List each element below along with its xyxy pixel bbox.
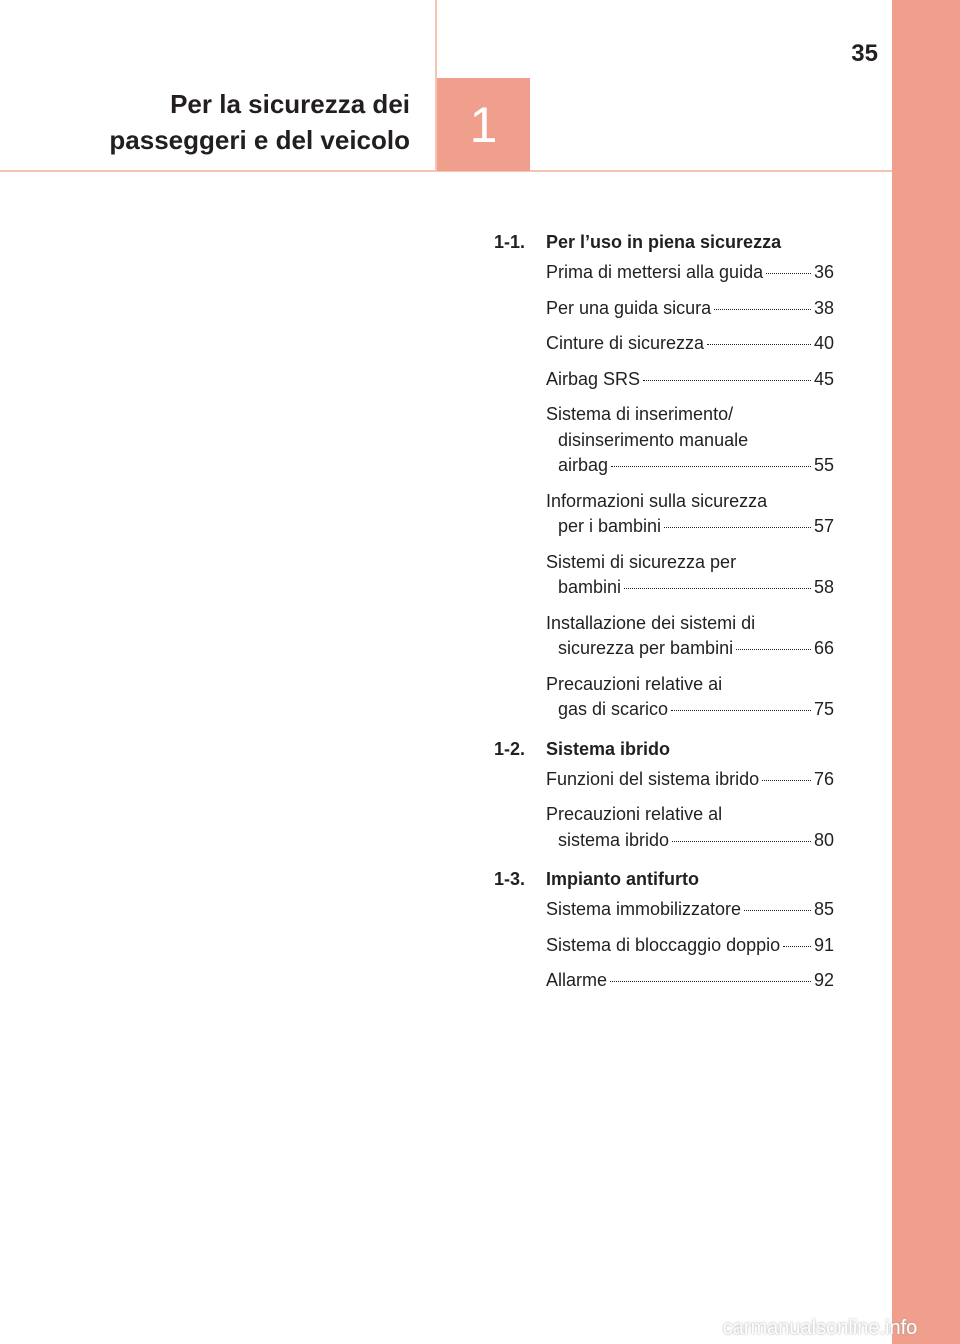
chapter-number: 1	[469, 96, 498, 153]
chapter-title-line: Per la sicurezza dei	[170, 89, 410, 119]
toc-entry-page: 57	[813, 516, 834, 536]
toc-entry-page: 66	[813, 638, 834, 658]
toc-entry-line	[546, 296, 834, 322]
toc-entry-text: Per una guida sicura	[546, 297, 712, 318]
toc-section-number: 1-2.	[494, 738, 526, 759]
toc-entry[interactable]	[546, 966, 834, 996]
chapter-title	[10, 86, 410, 158]
toc-entry-text: disinserimento manuale	[558, 429, 749, 450]
toc-entry[interactable]	[546, 800, 834, 855]
dot-leader	[762, 780, 811, 781]
toc-entry[interactable]	[546, 258, 834, 288]
toc-entry-line	[546, 331, 834, 357]
toc-entry-page: 55	[813, 455, 834, 475]
toc-entry-line	[546, 933, 834, 959]
dot-leader	[744, 910, 811, 911]
dot-leader	[610, 981, 811, 982]
toc-entry-line	[546, 367, 834, 393]
toc-entry[interactable]	[546, 548, 834, 603]
toc-entry-line	[546, 968, 834, 994]
toc-entry[interactable]	[546, 365, 834, 395]
toc-entry-line	[546, 402, 834, 428]
toc-entry-line	[546, 672, 834, 698]
toc-section-number: 1-1.	[494, 232, 526, 252]
toc-entry-page: 40	[813, 333, 834, 353]
toc-entry-text: Cinture di sicurezza	[546, 333, 705, 353]
toc-entry-line	[546, 828, 834, 854]
toc-section-heading	[494, 863, 834, 895]
toc-entry-text: Airbag SRS	[546, 368, 641, 389]
toc-section	[494, 733, 834, 856]
chapter-title-line: passeggeri e del veicolo	[109, 125, 410, 155]
toc-section-title: Impianto antifurto	[546, 869, 699, 889]
dot-leader	[624, 588, 811, 589]
dot-leader	[707, 344, 811, 345]
toc-entry-text: Allarme	[546, 970, 608, 990]
dot-leader	[783, 946, 811, 947]
toc-entry-line	[546, 514, 834, 540]
toc-entry-page: 75	[813, 699, 834, 719]
toc-section	[494, 863, 834, 996]
toc-entry-page: 36	[813, 262, 834, 282]
toc-entry-text: Sistema di inserimento/	[546, 404, 734, 424]
toc-entry-line	[546, 897, 834, 923]
toc-entry-line	[546, 489, 834, 515]
toc-entry[interactable]	[546, 765, 834, 795]
dot-leader	[736, 649, 811, 650]
chapter-side-tab	[892, 0, 960, 1344]
toc-entry[interactable]	[546, 329, 834, 359]
dot-leader	[643, 380, 811, 381]
toc-entry-line	[546, 611, 834, 637]
toc-entry-line	[546, 453, 834, 479]
toc-entry-text: Sistema di bloccaggio doppio	[546, 934, 781, 955]
page-number: 35	[851, 40, 878, 67]
toc-entry[interactable]	[546, 400, 834, 481]
toc-entry-page: 58	[813, 577, 834, 597]
toc-entry-text: Prima di mettersi alla guida	[546, 262, 764, 282]
toc-entry-line	[546, 550, 834, 576]
toc-entry-page: 38	[813, 297, 834, 318]
toc-entry-text: sistema ibrido	[558, 829, 670, 850]
toc-entry-text: sicurezza per bambini	[558, 638, 734, 658]
toc-entry-line	[546, 802, 834, 828]
toc-entry-page: 91	[813, 934, 834, 955]
toc-entry-text: Sistema immobilizzatore	[546, 899, 742, 919]
toc-entry-line	[546, 428, 834, 454]
toc-entry-text: Informazioni sulla sicurezza	[546, 490, 768, 511]
toc-section-heading	[494, 733, 834, 765]
toc-entry-line	[546, 767, 834, 793]
dot-leader	[611, 466, 811, 467]
toc-entry-text: Precauzioni relative ai	[546, 673, 723, 694]
watermark: carmanualsonline.info	[722, 1316, 918, 1339]
toc-entry[interactable]	[546, 487, 834, 542]
dot-leader	[714, 309, 811, 310]
toc-entry-text: bambini	[558, 577, 622, 597]
toc-entry-line	[546, 697, 834, 723]
toc-section-heading	[494, 226, 834, 258]
dot-leader	[671, 710, 811, 711]
toc-entry-text: airbag	[558, 455, 609, 475]
dot-leader	[766, 273, 811, 274]
toc-entry[interactable]	[546, 609, 834, 664]
toc-entry-page: 80	[813, 829, 834, 850]
toc-entry-text: gas di scarico	[558, 699, 669, 719]
toc-entry[interactable]	[546, 294, 834, 324]
toc-entry-text: Installazione dei sistemi di	[546, 612, 756, 633]
toc-entry-page: 92	[813, 970, 834, 990]
toc-entry-line	[546, 575, 834, 601]
toc-entry-page: 45	[813, 368, 834, 389]
toc-section-title: Per l’uso in piena sicurezza	[546, 232, 782, 252]
toc-entry-line	[546, 636, 834, 662]
dot-leader	[664, 527, 811, 528]
toc-section	[494, 226, 834, 725]
toc-section-title: Sistema ibrido	[546, 738, 671, 759]
dot-leader	[672, 841, 811, 842]
toc-entry[interactable]	[546, 670, 834, 725]
toc-entry-page: 85	[813, 899, 834, 919]
toc-entry-text: Precauzioni relative al	[546, 804, 723, 824]
toc-entry-page: 76	[813, 768, 834, 789]
toc-entry-line	[546, 260, 834, 286]
toc-entry[interactable]	[546, 895, 834, 925]
table-of-contents	[494, 226, 834, 1004]
toc-entry-text: Sistemi di sicurezza per	[546, 551, 737, 572]
chapter-number-box	[437, 78, 530, 171]
toc-entry-text: per i bambini	[558, 516, 662, 536]
toc-entry-text: Funzioni del sistema ibrido	[546, 768, 760, 789]
toc-entry[interactable]	[546, 931, 834, 961]
toc-section-number: 1-3.	[494, 869, 526, 889]
